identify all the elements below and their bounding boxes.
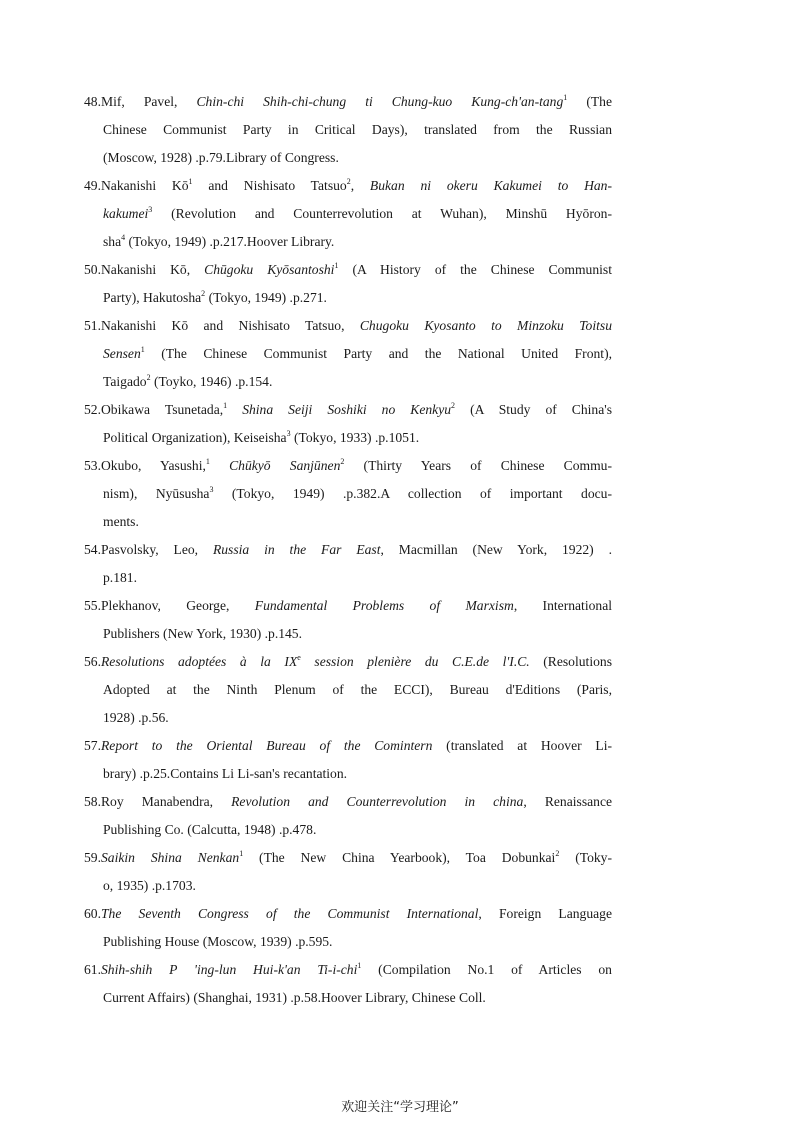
- reference-text: 49.Nakanishi Kō: [84, 178, 189, 193]
- reference-text: 61.: [84, 962, 101, 977]
- reference-line: [84, 648, 612, 676]
- reference-line: [84, 508, 612, 536]
- reference-entry: [84, 256, 612, 312]
- footnote-marker: 1: [205, 457, 210, 466]
- reference-text: 52.Obikawa Tsunetada,: [84, 402, 224, 417]
- footnote-marker: 4: [121, 233, 126, 242]
- reference-entry: [84, 88, 612, 172]
- reference-line: [84, 704, 612, 732]
- reference-line: [84, 88, 612, 116]
- reference-text: (translated at Hoover Li-: [432, 738, 612, 753]
- footnote-marker: 2: [201, 289, 206, 298]
- reference-line: [84, 228, 612, 256]
- reference-entry: [84, 396, 612, 452]
- reference-line: [84, 144, 612, 172]
- reference-text: Publishing House (Moscow, 1939) .p.595.: [103, 934, 333, 949]
- reference-entry: [84, 900, 612, 956]
- reference-text: (Compilation No.1 of Articles on: [361, 962, 612, 977]
- reference-text: (The Chinese Communist Party and the National United Front),: [144, 346, 612, 361]
- reference-text: , International: [513, 598, 613, 613]
- reference-text: 54.Pasvolsky, Leo,: [84, 542, 213, 557]
- reference-text: 50.Nakanishi Kō,: [84, 262, 205, 277]
- reference-line: [84, 340, 612, 368]
- reference-line: [84, 396, 612, 424]
- reference-text: Publishers (New York, 1930) .p.145.: [103, 626, 303, 641]
- reference-text: , Foreign Language: [478, 906, 613, 921]
- reference-line: [84, 424, 612, 452]
- italic-title: Chūkyō Sanjūnen: [229, 458, 341, 473]
- reference-text: 48.Mif, Pavel,: [84, 94, 197, 109]
- reference-line: [84, 956, 612, 984]
- footnote-marker: 1: [357, 961, 362, 970]
- italic-title: Revolution and Counterrevolution in china: [231, 794, 524, 809]
- reference-text: Chinese Communist Party in Critical Days), translated from the Russian: [103, 122, 612, 137]
- reference-text: nism), Nyūsusha: [103, 486, 210, 501]
- reference-entry: [84, 956, 612, 1012]
- reference-entry: [84, 172, 612, 256]
- reference-entry: [84, 312, 612, 396]
- reference-text: (Tokyo, 1949) .p.382.A collection of important docu-: [213, 486, 612, 501]
- reference-text: (The: [567, 94, 612, 109]
- reference-text: Current Affairs) (Shanghai, 1931) .p.58.Hoover Library, Chinese Coll.: [103, 990, 486, 1005]
- reference-line: [84, 256, 612, 284]
- reference-line: [84, 676, 612, 704]
- reference-text: ments.: [103, 514, 139, 529]
- reference-line: [84, 732, 612, 760]
- italic-title: Saikin Shina Nenkan: [101, 850, 240, 865]
- italic-title: Shina Seiji Soshiki no Kenkyu: [242, 402, 452, 417]
- footnote-marker: 3: [148, 205, 153, 214]
- footnote-marker: 1: [563, 93, 568, 102]
- italic-title: Chugoku Kyosanto to Minzoku Toitsu: [359, 318, 612, 333]
- footnote-marker: 1: [140, 345, 145, 354]
- footnote-marker: e: [297, 653, 301, 662]
- reference-text: (Toyko, 1946) .p.154.: [150, 374, 273, 389]
- reference-line: [84, 900, 612, 928]
- italic-title: Bukan ni okeru Kakumei to Han-: [369, 178, 613, 193]
- reference-line: [84, 928, 612, 956]
- reference-line: [84, 452, 612, 480]
- reference-line: [84, 816, 612, 844]
- footnote-marker: 2: [340, 457, 345, 466]
- italic-title: Report to the Oriental Bureau of the Comintern: [101, 738, 433, 753]
- reference-text: (Toky-: [559, 850, 612, 865]
- reference-text: (A Study of China's: [455, 402, 613, 417]
- reference-line: [84, 844, 612, 872]
- reference-line: [84, 368, 612, 396]
- reference-line: [84, 536, 612, 564]
- italic-title: Resolutions adoptées à la IX: [101, 654, 298, 669]
- reference-text: 55.Plekhanov, George,: [84, 598, 255, 613]
- italic-title: session plenière du C.E.de l'I.C.: [300, 654, 530, 669]
- reference-line: [84, 620, 612, 648]
- reference-text: (Tokyo, 1949) .p.271.: [205, 290, 327, 305]
- reference-text: sha: [103, 234, 122, 249]
- reference-text: (Moscow, 1928) .p.79.Library of Congress.: [103, 150, 339, 165]
- italic-title: Sensen: [103, 346, 141, 361]
- reference-text: 59.: [84, 850, 101, 865]
- reference-text: 60.: [84, 906, 101, 921]
- reference-text: (Revolution and Counterrevolution at Wuhan), Minshū Hyōron-: [152, 206, 612, 221]
- reference-text: (The New China Yearbook), Toa Dobunkai: [243, 850, 556, 865]
- reference-text: (Resolutions: [529, 654, 612, 669]
- reference-text: 56.: [84, 654, 101, 669]
- page-footer: 欢迎关注“学习理论”: [341, 1100, 459, 1115]
- reference-text: 53.Okubo, Yasushi,: [84, 458, 206, 473]
- italic-title: Shih-shih P 'ing-lun Hui-k'an Ti-i-chi: [101, 962, 358, 977]
- reference-line: [84, 116, 612, 144]
- reference-text: p.181.: [103, 570, 137, 585]
- reference-line: [84, 760, 612, 788]
- reference-entry: [84, 732, 612, 788]
- footnote-marker: 2: [555, 849, 560, 858]
- reference-text: Adopted at the Ninth Plenum of the ECCI), Bureau d'Editions (Paris,: [103, 682, 612, 697]
- reference-line: [84, 284, 612, 312]
- reference-text: 57.: [84, 738, 101, 753]
- footnote-marker: 1: [188, 177, 193, 186]
- reference-text: , Renaissance: [523, 794, 613, 809]
- reference-entry: [84, 648, 612, 732]
- reference-text: ,: [350, 178, 370, 193]
- italic-title: Chin-chi Shih-chi-chung ti Chung-kuo Kung-ch'an-tang: [196, 94, 564, 109]
- reference-line: [84, 172, 612, 200]
- reference-entry: [84, 452, 612, 536]
- reference-entry: [84, 788, 612, 844]
- reference-text: , Macmillan (New York, 1922) .: [380, 542, 612, 557]
- reference-entry: [84, 536, 612, 592]
- reference-text: Political Organization), Keiseisha: [103, 430, 287, 445]
- reference-text: [227, 402, 242, 417]
- reference-line: [84, 788, 612, 816]
- reference-text: (Tokyo, 1933) .p.1051.: [290, 430, 420, 445]
- reference-line: [84, 592, 612, 620]
- reference-entry: [84, 592, 612, 648]
- reference-text: 1928) .p.56.: [103, 710, 169, 725]
- reference-text: (Tokyo, 1949) .p.217.Hoover Library.: [125, 234, 335, 249]
- italic-title: Fundamental Problems of Marxism: [254, 598, 514, 613]
- italic-title: kakumei: [103, 206, 149, 221]
- reference-text: (A History of the Chinese Communist: [338, 262, 612, 277]
- reference-text: o, 1935) .p.1703.: [103, 878, 196, 893]
- reference-text: Taigado: [103, 374, 147, 389]
- italic-title: Russia in the Far East: [212, 542, 381, 557]
- footnote-marker: 2: [146, 373, 151, 382]
- reference-text: brary) .p.25.Contains Li Li-san's recantation.: [103, 766, 348, 781]
- italic-title: Chūgoku Kyōsantoshi: [204, 262, 335, 277]
- reference-line: [84, 312, 612, 340]
- reference-line: [84, 984, 612, 1012]
- footnote-marker: 3: [286, 429, 291, 438]
- reference-text: Publishing Co. (Calcutta, 1948) .p.478.: [103, 822, 317, 837]
- reference-text: (Thirty Years of Chinese Commu-: [344, 458, 612, 473]
- reference-text: 58.Roy Manabendra,: [84, 794, 232, 809]
- reference-line: [84, 872, 612, 900]
- reference-line: [84, 480, 612, 508]
- footnote-marker: 1: [223, 401, 228, 410]
- reference-text: 51.Nakanishi Kō and Nishisato Tatsuo,: [84, 318, 360, 333]
- reference-line: [84, 200, 612, 228]
- footnote-marker: 3: [209, 485, 214, 494]
- reference-text: [210, 458, 229, 473]
- footnote-marker: 2: [346, 177, 351, 186]
- footnote-marker: 1: [334, 261, 339, 270]
- italic-title: The Seventh Congress of the Communist International: [101, 906, 479, 921]
- reference-entry: [84, 844, 612, 900]
- footnote-marker: 1: [239, 849, 244, 858]
- reference-text: and Nishisato Tatsuo: [192, 178, 347, 193]
- reference-line: [84, 564, 612, 592]
- reference-text: Party), Hakutosha: [103, 290, 202, 305]
- footnote-marker: 2: [451, 401, 456, 410]
